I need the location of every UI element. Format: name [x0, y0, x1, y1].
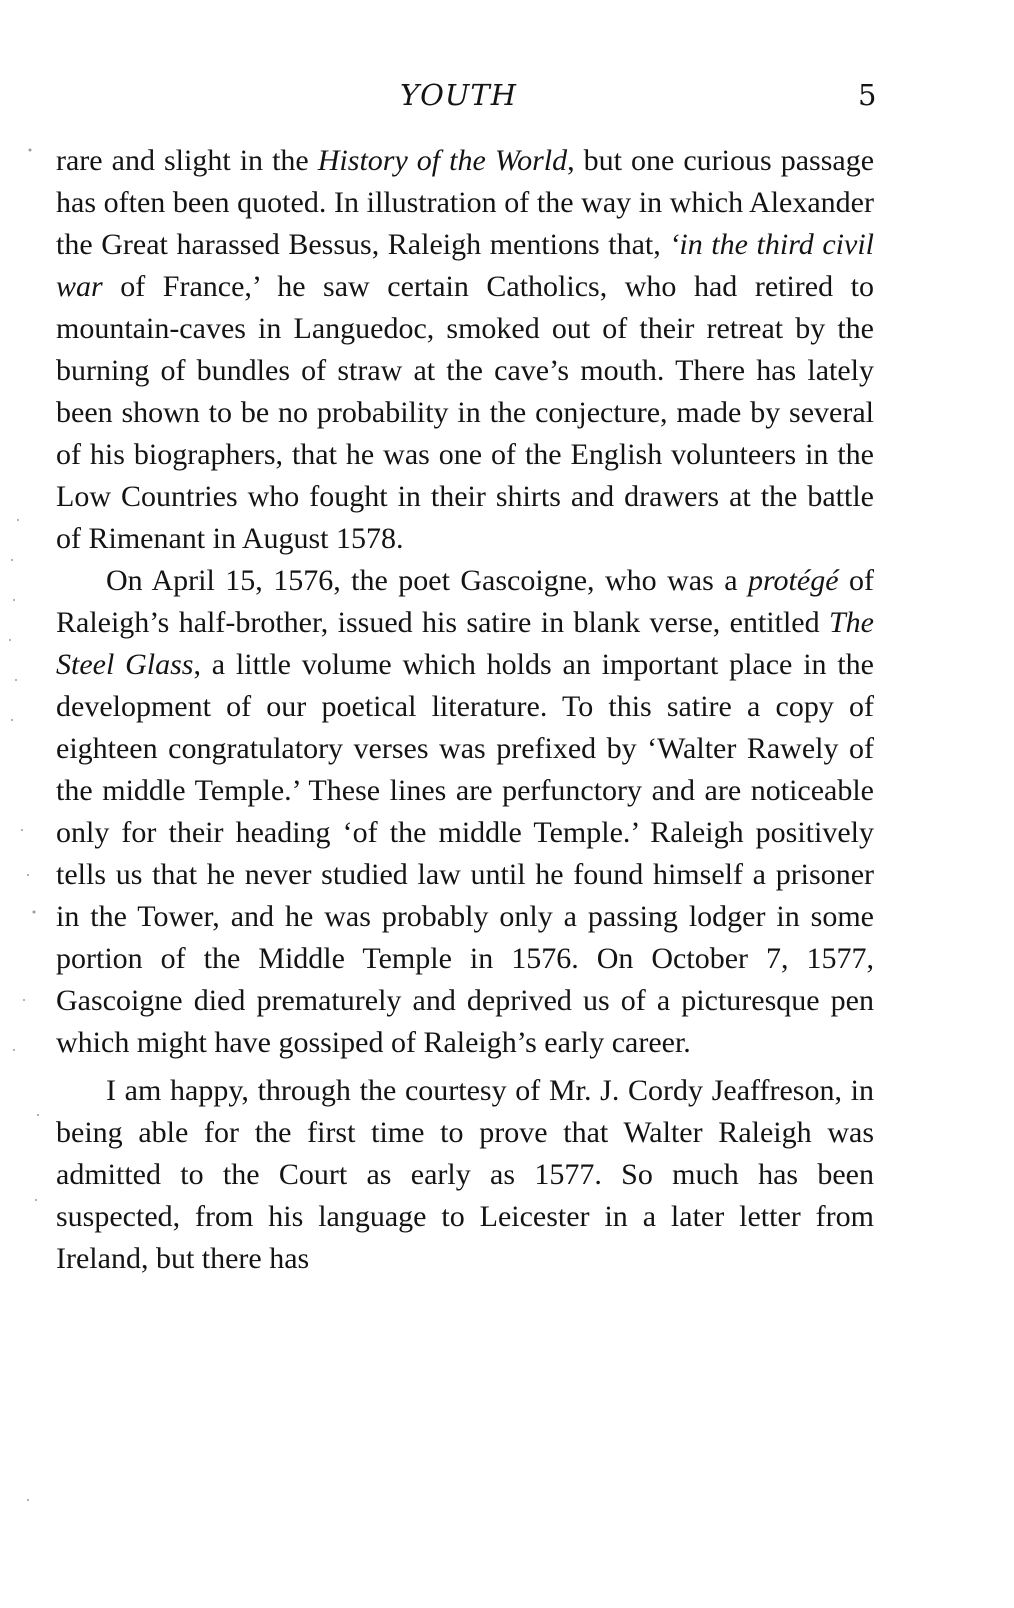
text-run: , but one curious passage has often been quoted. In illustration of the way in which Alexander the Great harassed Bessus, Raleigh mentions that,	[56, 144, 875, 261]
text-run: of France,’ he saw certain Catholics, who had retired to mountain-caves in Languedoc, smoked out of their retreat by the burning of bundles of straw at the cave’s mouth. There has lately been shown to be no probability in the conjecture, made by several of his biographers, that he was one of the English volunteers in the Low Countries who fought in their shirts and drawers at the battle of Rimenant in August 1578.	[56, 270, 874, 555]
italic-text-run: History of the World	[317, 144, 568, 177]
italic-text-run: protégé	[748, 564, 839, 597]
paragraph-2	[56, 560, 874, 1064]
text-run: , a little volume which holds an important place in the development of our poetical literature. To this satire a copy of eighteen congratulatory verses was prefixed by ‘Walter Rawely of the middle Temple.’ These lines are perfunctory and are noticeable only for their heading ‘of the middle Temple.’ Raleigh positively tells us that he never studied law until he found himself a prisoner in the Tower, and he was probably only a passing lodger in some portion of the Middle Temple in 1576. On October 7, 1577, Gascoigne died prematurely and deprived us of a picturesque pen which might have gossiped of Raleigh’s early career.	[56, 648, 874, 1059]
italic-text-run: ‘in the third civil war	[56, 228, 875, 303]
text-run: of Raleigh’s half-brother, issued his satire in blank verse, entitled	[56, 564, 874, 639]
text-run: rare and slight in the	[56, 144, 318, 177]
italic-text-run: The Steel Glass	[56, 606, 874, 681]
paragraph-3	[56, 1070, 874, 1280]
running-title: YOUTH	[400, 78, 517, 112]
text-run: On April 15, 1576, the poet Gascoigne, who was a	[106, 564, 748, 597]
paragraph-1	[56, 140, 874, 560]
running-head	[0, 70, 1014, 120]
text-run: I am happy, through the courtesy of Mr. J. Cordy Jeaffreson, in being able for the first time to prove that Walter Raleigh was admitted to the Court as early as 1577. So much has been suspected, from his language to Leicester in a later letter from Ireland, but there has	[56, 1074, 874, 1275]
scan-specks	[0, 0, 60, 1608]
body-text	[56, 140, 874, 1280]
page-number: 5	[858, 78, 877, 112]
